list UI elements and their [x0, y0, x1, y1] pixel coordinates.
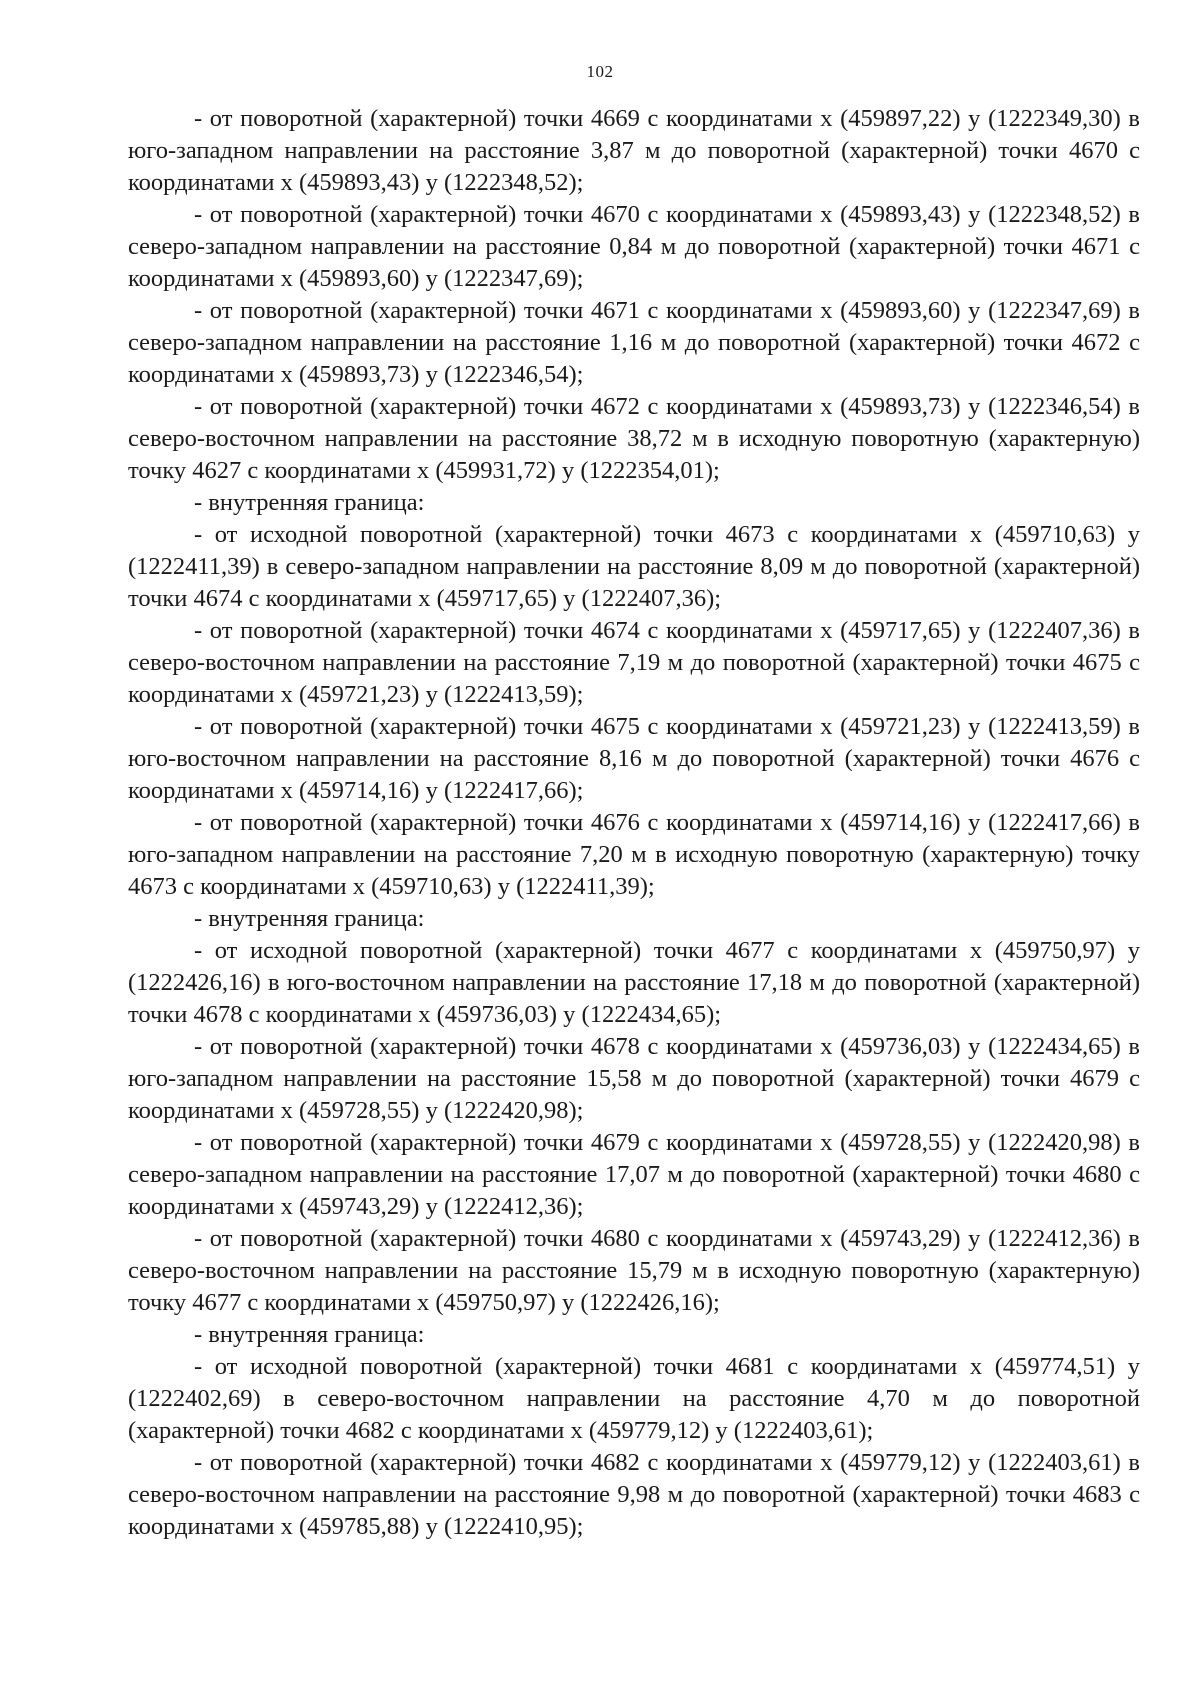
paragraph: - от поворотной (характерной) точки 4682 с координатами x (459779,12) y (1222403,61) в северо-восточном направлении на расстояние 9,98 м до поворотной (характерной) точки 4683 с координатами x (459785,88) y (1222410,95);: [128, 1449, 1140, 1540]
paragraph: - от поворотной (характерной) точки 4670 с координатами x (459893,43) y (1222348,52) в северо-западном направлении на расстояние 0,84 м до поворотной (характерной) точки 4671 с координатами x (459893,60) y (1222347,69);: [128, 201, 1140, 292]
paragraph: - от исходной поворотной (характерной) точки 4681 с координатами x (459774,51) y (1222402,69) в северо-восточном направлении на расстояние 4,70 м до поворотной (характерной) точки 4682 с координатами x (459779,12) y (1222403,61);: [128, 1353, 1140, 1444]
document-body: [128, 103, 1140, 1543]
paragraph: - от поворотной (характерной) точки 4676 с координатами x (459714,16) y (1222417,66) в юго-западном направлении на расстояние 7,20 м в исходную поворотную (характерную) точку 4673 с координатами x (459710,63) y (1222411,39);: [128, 809, 1140, 900]
paragraph: - от поворотной (характерной) точки 4679 с координатами x (459728,55) y (1222420,98) в северо-западном направлении на расстояние 17,07 м до поворотной (характерной) точки 4680 с координатами x (459743,29) y (1222412,36);: [128, 1129, 1140, 1220]
page-number: 102: [586, 62, 614, 81]
paragraph: - от поворотной (характерной) точки 4671 с координатами x (459893,60) y (1222347,69) в северо-западном направлении на расстояние 1,16 м до поворотной (характерной) точки 4672 с координатами x (459893,73) y (1222346,54);: [128, 297, 1140, 388]
section-heading: - внутренняя граница:: [194, 1321, 425, 1348]
paragraph: - от исходной поворотной (характерной) точки 4673 с координатами x (459710,63) y (1222411,39) в северо-западном направлении на расстояние 8,09 м до поворотной (характерной) точки 4674 с координатами x (459717,65) y (1222407,36);: [128, 521, 1140, 612]
paragraph: - от поворотной (характерной) точки 4672 с координатами x (459893,73) y (1222346,54) в северо-восточном направлении на расстояние 38,72 м в исходную поворотную (характерную) точку 4627 с координатами x (459931,72) y (1222354,01);: [128, 393, 1140, 484]
paragraph: - от поворотной (характерной) точки 4675 с координатами x (459721,23) y (1222413,59) в юго-восточном направлении на расстояние 8,16 м до поворотной (характерной) точки 4676 с координатами x (459714,16) y (1222417,66);: [128, 713, 1140, 804]
section-heading: - внутренняя граница:: [194, 905, 425, 932]
paragraph: - от поворотной (характерной) точки 4674 с координатами x (459717,65) y (1222407,36) в северо-восточном направлении на расстояние 7,19 м до поворотной (характерной) точки 4675 с координатами x (459721,23) y (1222413,59);: [128, 617, 1140, 708]
section-heading: - внутренняя граница:: [194, 489, 425, 516]
paragraph: - от исходной поворотной (характерной) точки 4677 с координатами x (459750,97) y (1222426,16) в юго-восточном направлении на расстояние 17,18 м до поворотной (характерной) точки 4678 с координатами x (459736,03) y (1222434,65);: [128, 937, 1140, 1028]
paragraph: - от поворотной (характерной) точки 4669 с координатами x (459897,22) y (1222349,30) в юго-западном направлении на расстояние 3,87 м до поворотной (характерной) точки 4670 с координатами x (459893,43) y (1222348,52);: [128, 105, 1140, 196]
paragraph: - от поворотной (характерной) точки 4680 с координатами x (459743,29) y (1222412,36) в северо-восточном направлении на расстояние 15,79 м в исходную поворотную (характерную) точку 4677 с координатами x (459750,97) y (1222426,16);: [128, 1225, 1140, 1316]
paragraph: - от поворотной (характерной) точки 4678 с координатами x (459736,03) y (1222434,65) в юго-западном направлении на расстояние 15,58 м до поворотной (характерной) точки 4679 с координатами x (459728,55) y (1222420,98);: [128, 1033, 1140, 1124]
